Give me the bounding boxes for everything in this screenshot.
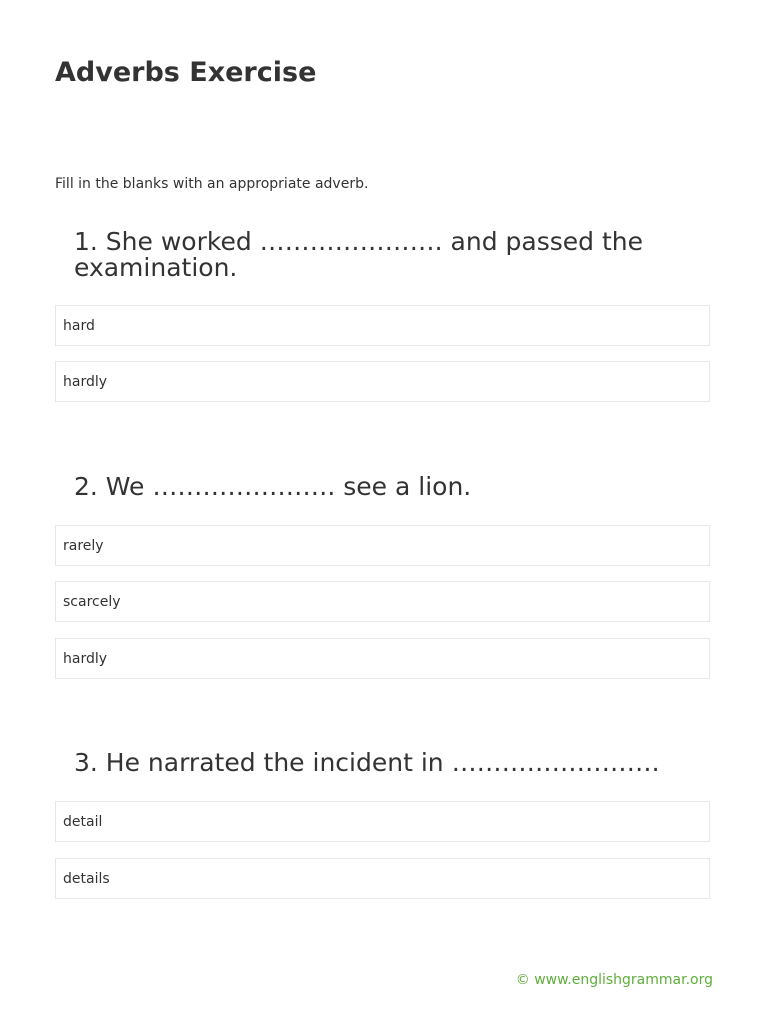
question-1: 1. She worked …………………. and passed the examination. (74, 227, 643, 282)
question-2-option-2[interactable] (55, 581, 710, 622)
option-label: scarcely (63, 594, 121, 610)
option-label: hardly (63, 374, 108, 390)
copyright-link[interactable]: © www.englishgrammar.org (515, 972, 713, 988)
question-2-option-3[interactable] (55, 638, 710, 679)
question-3-option-1[interactable] (55, 801, 710, 842)
question-2: 2. We …………………. see a lion. (74, 472, 472, 501)
option-label: rarely (63, 538, 104, 554)
option-label: hard (63, 318, 95, 334)
question-1-option-1[interactable] (55, 305, 710, 346)
option-label: details (63, 871, 110, 887)
question-3-option-2[interactable] (55, 858, 710, 899)
question-3: 3. He narrated the incident in ……………………. (74, 748, 660, 777)
option-label: detail (63, 814, 103, 830)
instruction-text: Fill in the blanks with an appropriate adverb. (55, 176, 369, 192)
option-label: hardly (63, 651, 108, 667)
page-title: Adverbs Exercise (55, 57, 317, 88)
question-2-option-1[interactable] (55, 525, 710, 566)
question-1-option-2[interactable] (55, 361, 710, 402)
